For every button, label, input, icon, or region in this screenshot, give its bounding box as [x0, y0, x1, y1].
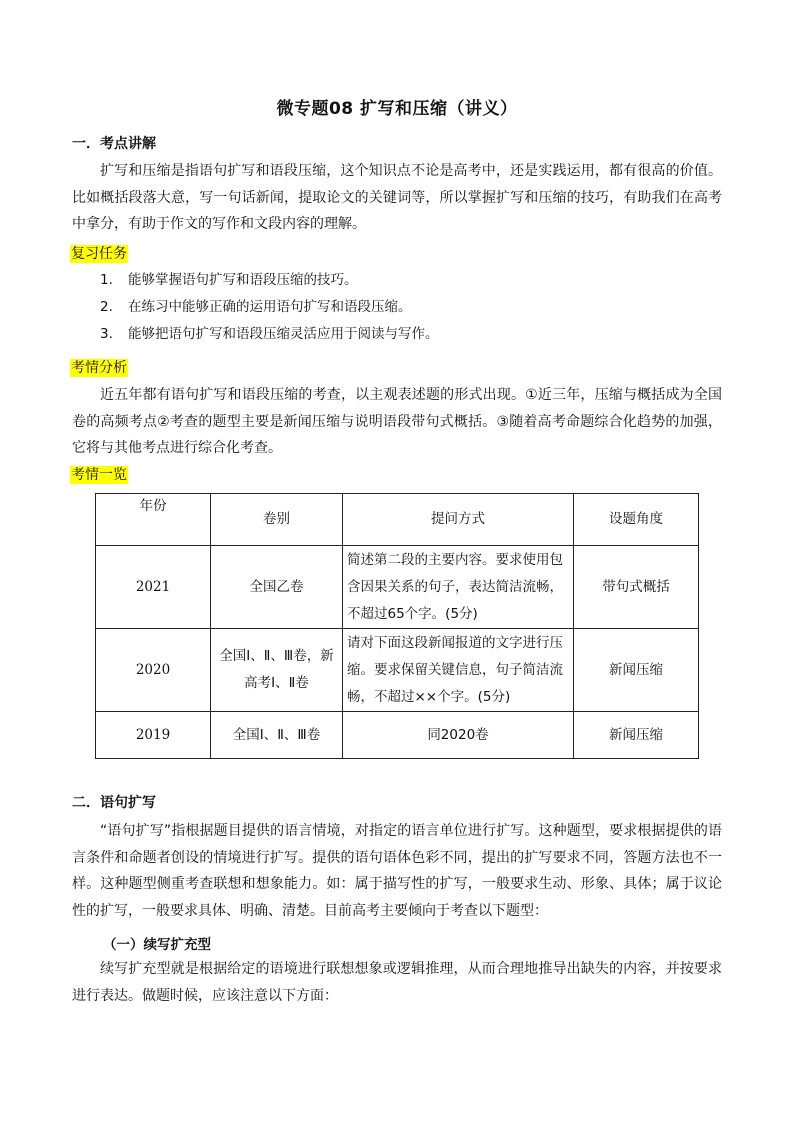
- cell-year: 2021: [96, 546, 211, 629]
- review-tasks-tag: 复习任务: [71, 246, 127, 262]
- cell-angle: 新闻压缩: [574, 629, 699, 712]
- table-header-row: [96, 494, 699, 546]
- cell-paper: 全国乙卷: [211, 546, 343, 629]
- cell-paper: 全国Ⅰ、Ⅱ、Ⅲ卷，新高考Ⅰ、Ⅱ卷: [211, 629, 343, 712]
- table-row: [96, 712, 699, 759]
- task-number: 2.: [100, 299, 113, 315]
- header-question: 提问方式: [343, 494, 574, 546]
- cell-angle: 新闻压缩: [574, 712, 699, 759]
- cell-question: 同2020卷: [343, 712, 574, 759]
- header-paper: 卷别: [211, 494, 343, 546]
- section-2-heading: 二．语句扩写: [72, 795, 156, 811]
- cell-angle: 带句式概括: [574, 546, 699, 629]
- task-item: [100, 297, 412, 317]
- exam-analysis-text: 近五年都有语句扩写和语段压缩的考查，以主观表述题的形式出现。①近三年，压缩与概括成为全国卷的高频考点②考查的题型主要是新闻压缩与说明语段带句式概括。③随着高考命题综合化趋势的加强，它将与其他考点进行综合化考查。: [72, 387, 722, 456]
- cell-year: 2019: [96, 712, 211, 759]
- cell-question: 简述第二段的主要内容。要求使用包含因果关系的句子，表达简洁流畅，不超过65个字。(5分): [343, 546, 574, 629]
- table-row: [96, 629, 699, 712]
- task-item: [100, 324, 439, 344]
- task-text: 能够把语句扩写和语段压缩灵活应用于阅读与写作。: [128, 326, 439, 342]
- subsection-heading: （一）续写扩充型: [103, 937, 211, 953]
- task-number: 3.: [100, 326, 113, 342]
- cell-question: 请对下面这段新闻报道的文字进行压缩。要求保留关键信息，句子简洁流畅，不超过××个字。(5分): [343, 629, 574, 712]
- exam-analysis-tag: 考情分析: [71, 360, 127, 376]
- header-angle: 设题角度: [574, 494, 699, 546]
- subsection-text: 续写扩充型就是根据给定的语境进行联想想象或逻辑推理，从而合理地推导出缺失的内容，并按要求进行表达。做题时候，应该注意以下方面：: [72, 961, 722, 1004]
- document-title: 微专题08 扩写和压缩（讲义）: [276, 99, 518, 119]
- task-text: 能够掌握语句扩写和语段压缩的技巧。: [128, 272, 358, 288]
- exam-overview-table: [95, 493, 699, 759]
- cell-year: 2020: [96, 629, 211, 712]
- section-1-heading: 一．考点讲解: [72, 136, 156, 152]
- task-text: 在练习中能够正确的运用语句扩写和语段压缩。: [128, 299, 412, 315]
- section-2-intro: “语句扩写”指根据题目提供的语言情境，对指定的语言单位进行扩写。这种题型，要求根据提供的语言条件和命题者创设的情境进行扩写。提供的语句语体色彩不同，提出的扩写要求不同，答题方法也不一样。这种题型侧重考查联想和想象能力。如：属于描写性的扩写，一般要求生动、形象、具体；属于议论性的扩写，一般要求具体、明确、清楚。目前高考主要倾向于考查以下题型：: [72, 823, 722, 919]
- header-year: 年份: [96, 494, 211, 546]
- exam-overview-tag: 考情一览: [71, 467, 127, 483]
- section-1-intro: 扩写和压缩是指语句扩写和语段压缩，这个知识点不论是高考中，还是实践运用，都有很高的价值。比如概括段落大意，写一句话新闻，提取论文的关键词等，所以掌握扩写和压缩的技巧，有助我们在高考中拿分，有助于作文的写作和文段内容的理解。: [72, 163, 722, 232]
- task-item: [100, 270, 358, 290]
- cell-paper: 全国Ⅰ、Ⅱ、Ⅲ卷: [211, 712, 343, 759]
- task-number: 1.: [100, 272, 113, 288]
- table-row: [96, 546, 699, 629]
